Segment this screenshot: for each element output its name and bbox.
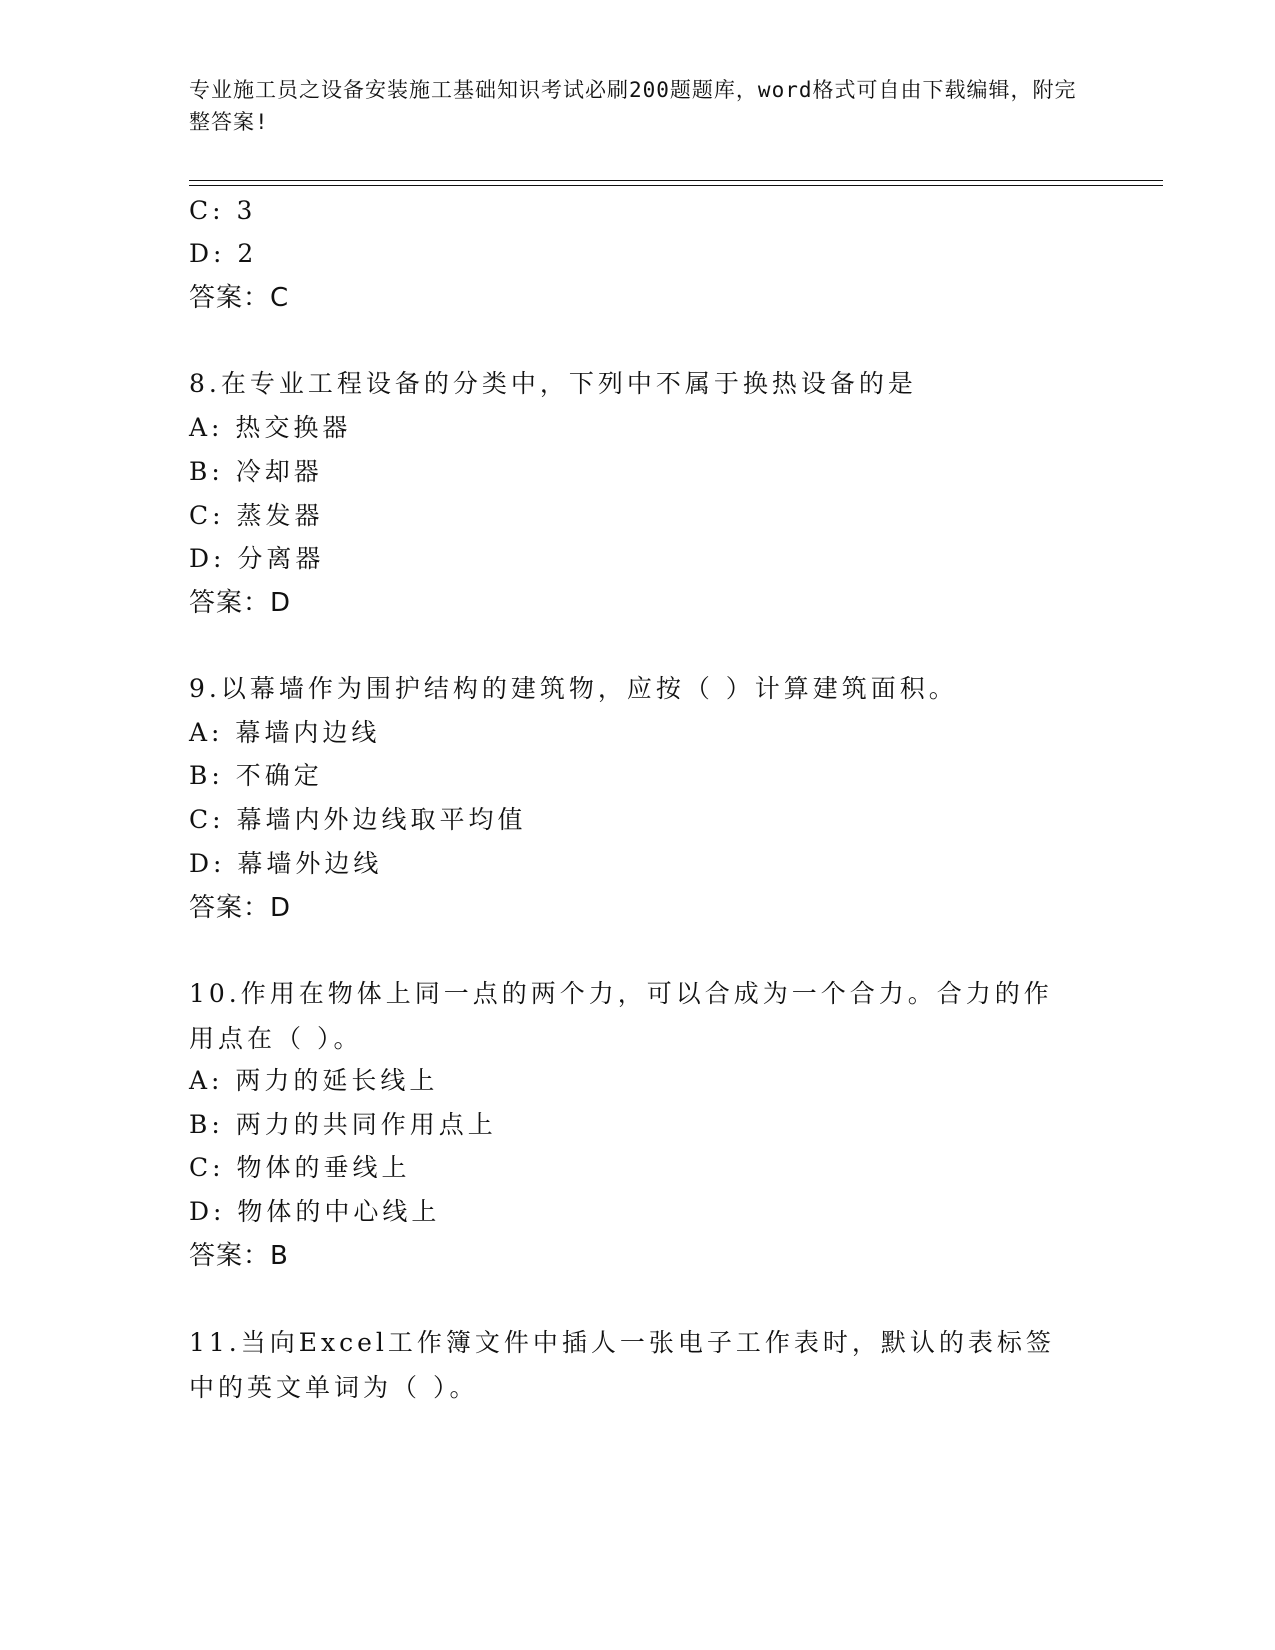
answer-line — [189, 1240, 289, 1272]
header-rule-bottom — [189, 185, 1163, 186]
document-header: 专业施工员之设备安装施工基础知识考试必刷200题题库，word格式可自由下载编辑，附完整答案! — [189, 78, 1077, 134]
question-stem: 11.当向Excel工作簿文件中插人一张电子工作表时，默认的表标签中的英文单词为（ ）。 — [189, 1328, 1055, 1402]
option-d: D: 2 — [189, 239, 258, 268]
answer-label: 答案： — [189, 588, 271, 618]
answer-value: D — [270, 893, 292, 923]
option-d: D: 幕墙外边线 — [189, 849, 383, 878]
option-c: C: 蒸发器 — [189, 501, 324, 530]
option-d: D: 物体的中心线上 — [189, 1197, 441, 1226]
answer-line — [189, 892, 291, 924]
option-a: A: 幕墙内边线 — [189, 718, 381, 747]
option-a: A: 热交换器 — [189, 413, 352, 442]
question-stem: 8.在专业工程设备的分类中，下列中不属于换热设备的是 — [189, 369, 917, 398]
question-stem: 9.以幕墙作为围护结构的建筑物，应按（ ）计算建筑面积。 — [189, 674, 958, 703]
answer-label: 答案： — [189, 283, 271, 313]
answer-value: B — [270, 1241, 289, 1271]
option-b: B: 不确定 — [189, 761, 323, 790]
option-b: B: 冷却器 — [189, 457, 323, 486]
answer-value: C — [270, 283, 290, 313]
answer-value: D — [270, 588, 292, 618]
option-c: C: 物体的垂线上 — [189, 1153, 411, 1182]
option-d: D: 分离器 — [189, 544, 325, 573]
answer-label: 答案： — [189, 893, 271, 923]
answer-line — [189, 282, 289, 314]
option-b: B: 两力的共同作用点上 — [189, 1110, 497, 1139]
option-c: C: 3 — [189, 196, 257, 225]
header-rule-top — [189, 180, 1163, 181]
answer-label: 答案： — [189, 1241, 271, 1271]
question-stem: 10.作用在物体上同一点的两个力，可以合成为一个合力。合力的作用点在（ ）。 — [189, 979, 1053, 1053]
answer-line — [189, 587, 291, 619]
option-a: A: 两力的延长线上 — [189, 1066, 439, 1095]
option-c: C: 幕墙内外边线取平均值 — [189, 805, 527, 834]
